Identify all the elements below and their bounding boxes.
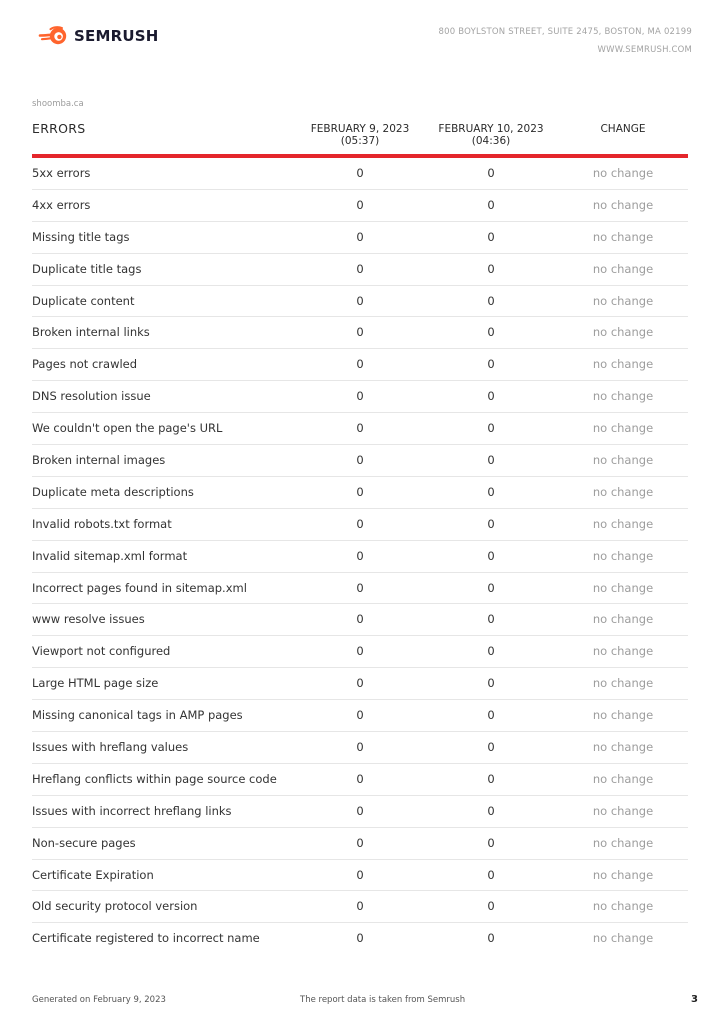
issue-name: www resolve issues xyxy=(32,612,145,627)
issue-name: Pages not crawled xyxy=(32,357,138,372)
issue-name: Duplicate title tags xyxy=(32,261,142,276)
table-row xyxy=(32,286,688,318)
value-date-2: 0 xyxy=(487,166,495,180)
table-body xyxy=(32,158,688,955)
errors-table xyxy=(32,118,688,955)
value-date-1: 0 xyxy=(356,899,364,914)
value-date-2: 0 xyxy=(487,771,495,786)
value-date-1: 0 xyxy=(356,325,364,340)
change-status: no change xyxy=(592,835,654,850)
issue-name: DNS resolution issue xyxy=(32,389,151,404)
change-status: no change xyxy=(592,931,654,946)
value-date-1: 0 xyxy=(356,771,364,786)
change-status: no change xyxy=(592,771,654,786)
change-status: no change xyxy=(592,676,654,691)
issue-name: Old security protocol version xyxy=(32,899,198,914)
table-row xyxy=(32,158,688,190)
issue-name: Duplicate meta descriptions xyxy=(32,484,194,499)
value-date-2: 0 xyxy=(487,421,495,436)
issue-name: Hreflang conflicts within page source code xyxy=(32,771,277,786)
value-date-1: 0 xyxy=(356,676,364,691)
value-date-1: 0 xyxy=(356,612,364,627)
change-status: no change xyxy=(592,197,654,212)
value-date-2: 0 xyxy=(487,835,495,850)
address-line: 800 BOYLSTON STREET, SUITE 2475, BOSTON, MA 02199 xyxy=(438,27,692,37)
column-header-date-2 xyxy=(426,123,556,147)
table-row xyxy=(32,828,688,860)
column-change-label: CHANGE xyxy=(600,123,646,135)
table-header xyxy=(32,118,688,154)
issue-name: 4xx errors xyxy=(32,197,91,212)
issue-name: 5xx errors xyxy=(32,166,91,180)
table-row xyxy=(32,923,688,955)
column-header-change xyxy=(558,123,688,135)
value-date-2: 0 xyxy=(487,548,495,563)
data-source-note: The report data is taken from Semrush xyxy=(300,995,466,1005)
issue-name: Issues with incorrect hreflang links xyxy=(32,803,232,818)
value-date-1: 0 xyxy=(356,548,364,563)
value-date-2: 0 xyxy=(487,516,495,531)
issue-name: Missing canonical tags in AMP pages xyxy=(32,708,243,723)
table-row xyxy=(32,700,688,732)
value-date-1: 0 xyxy=(356,644,364,659)
value-date-1: 0 xyxy=(356,197,364,212)
value-date-2: 0 xyxy=(487,899,495,914)
generated-date: Generated on February 9, 2023 xyxy=(32,995,166,1005)
change-status: no change xyxy=(592,453,654,468)
issue-name: Missing title tags xyxy=(32,229,130,244)
change-status: no change xyxy=(592,261,654,276)
value-date-2: 0 xyxy=(487,644,495,659)
value-date-1: 0 xyxy=(356,389,364,404)
table-row xyxy=(32,796,688,828)
value-date-2: 0 xyxy=(487,357,495,372)
issue-name: Certificate registered to incorrect name xyxy=(32,931,260,946)
table-row xyxy=(32,636,688,668)
issue-name: Invalid sitemap.xml format xyxy=(32,548,188,563)
change-status: no change xyxy=(592,293,654,308)
change-status: no change xyxy=(592,867,654,882)
value-date-1: 0 xyxy=(356,867,364,882)
value-date-2: 0 xyxy=(487,867,495,882)
issue-name: Broken internal images xyxy=(32,453,166,468)
value-date-2: 0 xyxy=(487,612,495,627)
column-date: FEBRUARY 9, 2023 xyxy=(310,123,410,135)
value-date-1: 0 xyxy=(356,357,364,372)
issue-name: Large HTML page size xyxy=(32,676,159,691)
value-date-2: 0 xyxy=(487,803,495,818)
value-date-1: 0 xyxy=(356,708,364,723)
change-status: no change xyxy=(592,580,654,595)
column-header-date-1 xyxy=(295,123,425,147)
change-status: no change xyxy=(592,548,654,563)
value-date-2: 0 xyxy=(487,325,495,340)
change-status: no change xyxy=(592,516,654,531)
value-date-2: 0 xyxy=(487,580,495,595)
change-status: no change xyxy=(592,484,654,499)
column-time: (05:37) xyxy=(340,135,380,147)
table-row xyxy=(32,381,688,413)
value-date-1: 0 xyxy=(356,516,364,531)
value-date-2: 0 xyxy=(487,708,495,723)
change-status: no change xyxy=(592,325,654,340)
table-row xyxy=(32,254,688,286)
value-date-2: 0 xyxy=(487,453,495,468)
change-status: no change xyxy=(592,644,654,659)
issue-name: Incorrect pages found in sitemap.xml xyxy=(32,580,247,595)
value-date-1: 0 xyxy=(356,835,364,850)
value-date-2: 0 xyxy=(487,293,495,308)
change-status: no change xyxy=(592,389,654,404)
table-row xyxy=(32,190,688,222)
table-title: ERRORS xyxy=(32,121,86,136)
issue-name: Invalid robots.txt format xyxy=(32,516,172,531)
table-row xyxy=(32,222,688,254)
table-row xyxy=(32,860,688,892)
table-row xyxy=(32,668,688,700)
table-row xyxy=(32,509,688,541)
table-row xyxy=(32,604,688,636)
issue-name: Non-secure pages xyxy=(32,835,136,850)
issue-name: Duplicate content xyxy=(32,293,135,308)
change-status: no change xyxy=(592,612,654,627)
issue-name: Certificate Expiration xyxy=(32,867,154,882)
semrush-flame-icon xyxy=(38,26,68,46)
table-row xyxy=(32,477,688,509)
issue-name: Issues with hreflang values xyxy=(32,740,189,755)
brand-name: SEMRUSH xyxy=(74,27,159,45)
value-date-1: 0 xyxy=(356,261,364,276)
value-date-2: 0 xyxy=(487,484,495,499)
table-row xyxy=(32,317,688,349)
table-row xyxy=(32,541,688,573)
value-date-1: 0 xyxy=(356,166,364,180)
value-date-2: 0 xyxy=(487,389,495,404)
value-date-1: 0 xyxy=(356,580,364,595)
company-address xyxy=(439,23,692,59)
value-date-2: 0 xyxy=(487,229,495,244)
value-date-2: 0 xyxy=(487,740,495,755)
change-status: no change xyxy=(592,229,654,244)
table-row xyxy=(32,349,688,381)
value-date-1: 0 xyxy=(356,453,364,468)
page-number: 3 xyxy=(691,994,698,1005)
change-status: no change xyxy=(592,740,654,755)
column-time: (04:36) xyxy=(471,135,511,147)
table-row xyxy=(32,573,688,605)
value-date-1: 0 xyxy=(356,931,364,946)
report-header xyxy=(0,0,724,80)
report-footer xyxy=(0,995,724,1011)
site-domain: shoomba.ca xyxy=(32,99,84,109)
issue-name: Viewport not configured xyxy=(32,644,171,659)
issue-name: We couldn't open the page's URL xyxy=(32,421,223,436)
value-date-1: 0 xyxy=(356,484,364,499)
change-status: no change xyxy=(592,708,654,723)
table-row xyxy=(32,413,688,445)
value-date-1: 0 xyxy=(356,229,364,244)
change-status: no change xyxy=(592,899,654,914)
table-row xyxy=(32,445,688,477)
value-date-1: 0 xyxy=(356,740,364,755)
change-status: no change xyxy=(592,166,654,180)
value-date-2: 0 xyxy=(487,931,495,946)
change-status: no change xyxy=(592,803,654,818)
semrush-logo xyxy=(38,26,158,46)
value-date-1: 0 xyxy=(356,293,364,308)
change-status: no change xyxy=(592,357,654,372)
issue-name: Broken internal links xyxy=(32,325,150,340)
value-date-2: 0 xyxy=(487,197,495,212)
value-date-2: 0 xyxy=(487,261,495,276)
change-status: no change xyxy=(592,421,654,436)
table-row xyxy=(32,732,688,764)
value-date-1: 0 xyxy=(356,803,364,818)
table-row xyxy=(32,891,688,923)
table-row xyxy=(32,764,688,796)
website-url: WWW.SEMRUSH.COM xyxy=(597,45,692,55)
value-date-1: 0 xyxy=(356,421,364,436)
value-date-2: 0 xyxy=(487,676,495,691)
column-date: FEBRUARY 10, 2023 xyxy=(438,123,544,135)
